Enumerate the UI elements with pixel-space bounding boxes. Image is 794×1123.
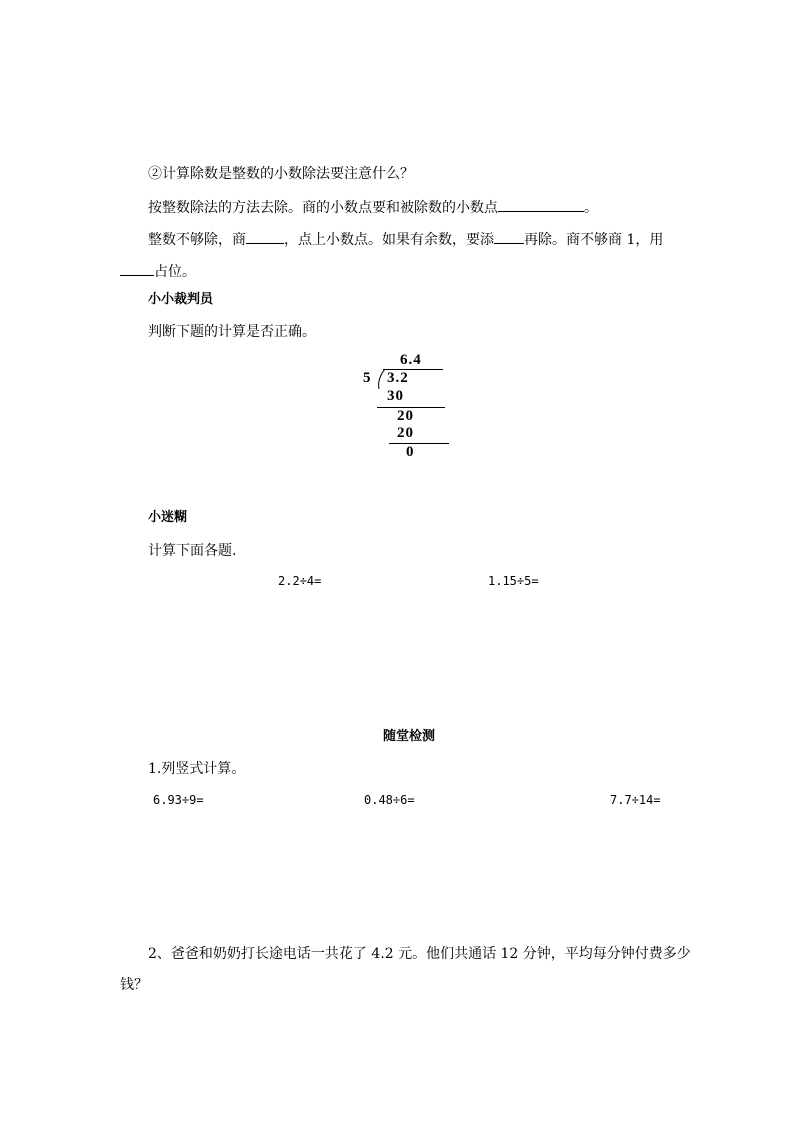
blank-quotient[interactable] xyxy=(246,229,284,244)
judge-instruction: 判断下题的计算是否正确。 xyxy=(148,324,316,340)
blank-decimal-point[interactable] xyxy=(498,197,584,212)
quiz-q1-problem-2: 0.48÷6= xyxy=(364,793,415,807)
review-question-title: ②计算除数是整数的小数除法要注意什么？ xyxy=(148,166,414,182)
blank-placeholder[interactable] xyxy=(120,261,154,276)
division-dividend: 3.2 xyxy=(387,370,409,386)
division-divisor: 5 xyxy=(363,370,372,386)
quiz-q1-problem-1: 6.93÷9= xyxy=(153,793,204,807)
quiz-q1-problem-3: 7.7÷14= xyxy=(610,793,661,807)
blank-add[interactable] xyxy=(494,229,524,244)
quiz-q1-title: 1.列竖式计算。 xyxy=(148,761,246,777)
review-line2-text-b: ，点上小数点。如果有余数，要添 xyxy=(284,232,494,248)
quiz-q2-line-2: 钱？ xyxy=(120,977,148,993)
review-answer-line-3 xyxy=(120,261,196,282)
confusion-instruction: 计算下面各题. xyxy=(148,543,237,559)
review-line3-text: 占位。 xyxy=(154,264,196,280)
division-quotient: 6.4 xyxy=(400,352,422,368)
confusion-heading: 小迷糊 xyxy=(148,510,188,525)
confusion-problem-2: 1.15÷5= xyxy=(488,574,539,588)
review-line1-end: 。 xyxy=(584,200,598,216)
quiz-heading: 随堂检测 xyxy=(383,729,436,744)
division-bracket-icon xyxy=(375,368,387,390)
quiz-q2-line-1: 2、爸爸和奶奶打长途电话一共花了 4.2 元。他们共通话 12 分钟，平均每分钟付费多少 xyxy=(148,946,691,962)
review-line1-text: 按整数除法的方法去除。商的小数点要和被除数的小数点 xyxy=(148,200,498,216)
division-remainder: 0 xyxy=(406,444,415,460)
division-step-2: 20 xyxy=(397,408,414,424)
review-answer-line-1 xyxy=(148,197,598,218)
review-line2-text-c: 再除。商不够商 1，用 xyxy=(524,232,664,248)
judge-heading: 小小裁判员 xyxy=(148,292,214,307)
division-line-2 xyxy=(389,443,449,444)
confusion-problem-1: 2.2÷4= xyxy=(278,574,322,588)
review-line2-text-a: 整数不够除，商 xyxy=(148,232,246,248)
division-step-3: 20 xyxy=(397,425,414,441)
review-answer-line-2 xyxy=(148,229,663,250)
long-division xyxy=(355,350,465,470)
division-step-1: 30 xyxy=(387,388,404,404)
